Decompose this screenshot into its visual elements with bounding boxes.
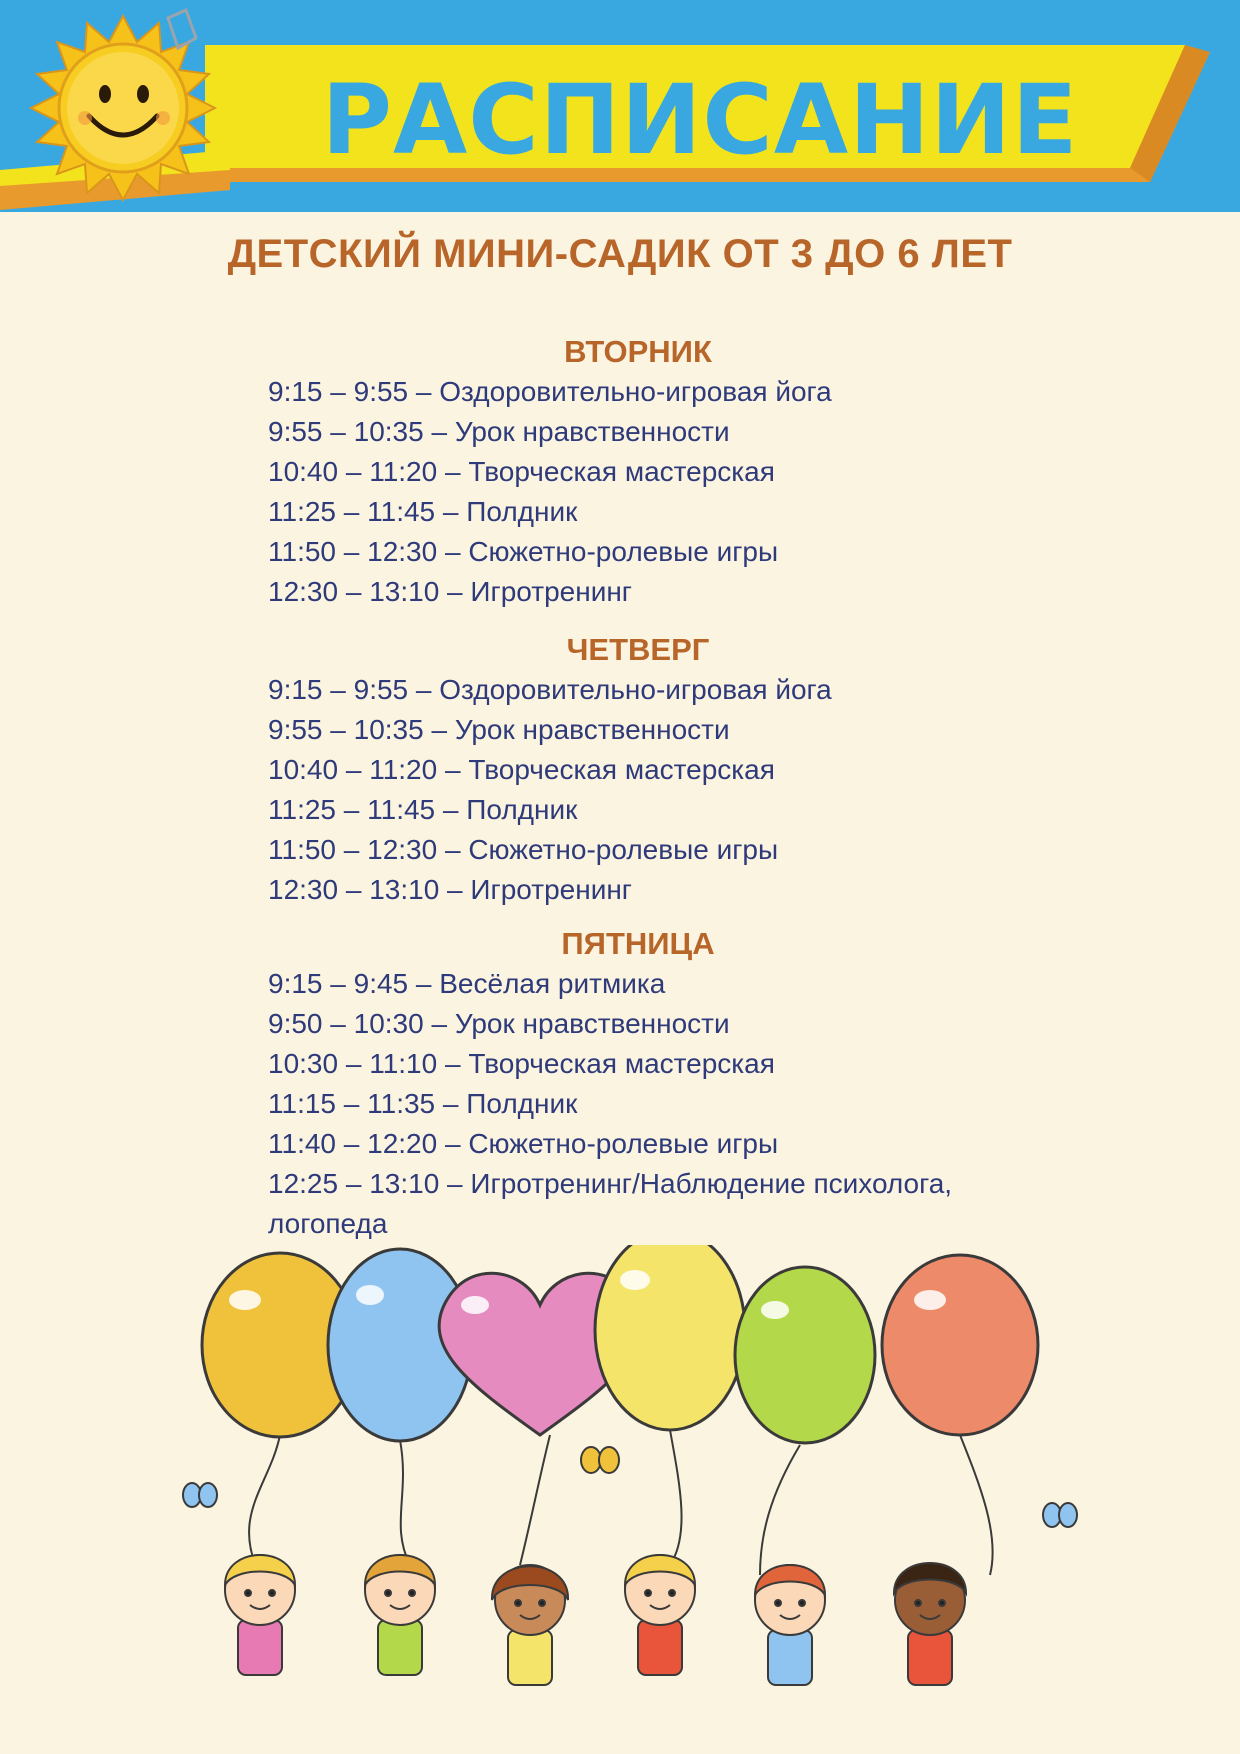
butterfly-icon	[183, 1483, 217, 1507]
schedule-row: 9:55 – 10:35 – Урок нравственности	[268, 714, 730, 745]
schedule-row: 10:40 – 11:20 – Творческая мастерская	[268, 754, 775, 785]
schedule-row: 11:40 – 12:20 – Сюжетно-ролевые игры	[268, 1128, 779, 1159]
schedule-row: 11:25 – 11:45 – Полдник	[268, 794, 578, 825]
child-figure	[894, 1563, 966, 1685]
schedule-row: 9:55 – 10:35 – Урок нравственности	[268, 416, 730, 447]
balloons-and-children-illustration	[170, 1245, 1110, 1725]
butterfly-icon	[581, 1447, 619, 1473]
day-title: ВТОРНИК	[564, 334, 712, 369]
schedule-row: 11:25 – 11:45 – Полдник	[268, 496, 578, 527]
child-figure	[492, 1565, 568, 1685]
page-subtitle: ДЕТСКИЙ МИНИ-САДИК ОТ 3 ДО 6 ЛЕТ	[227, 232, 1013, 276]
child-figure	[625, 1555, 695, 1675]
schedule-row: 11:50 – 12:30 – Сюжетно-ролевые игры	[268, 536, 779, 567]
smiling-sun-icon	[18, 8, 228, 208]
schedule-row: 11:15 – 11:35 – Полдник	[268, 1088, 578, 1119]
schedule-row: 9:15 – 9:55 – Оздоровительно-игровая йога	[268, 376, 832, 407]
schedule-row: 10:40 – 11:20 – Творческая мастерская	[268, 456, 775, 487]
coral-balloon	[882, 1255, 1038, 1435]
child-figure	[365, 1555, 435, 1675]
child-figure	[225, 1555, 295, 1675]
header-banner	[0, 0, 1240, 212]
schedule-row: 9:15 – 9:45 – Весёлая ритмика	[268, 968, 666, 999]
schedule-row: 12:30 – 13:10 – Игротренинг	[268, 874, 633, 905]
page-title: РАСПИСАНИЕ	[321, 64, 1079, 176]
day-title: ПЯТНИЦА	[561, 926, 715, 961]
light-yellow-balloon	[595, 1245, 745, 1430]
schedule-row: 11:50 – 12:30 – Сюжетно-ролевые игры	[268, 834, 779, 865]
butterfly-icon	[1043, 1503, 1077, 1527]
day-block-friday	[268, 924, 1088, 1244]
schedule-row: 9:50 – 10:30 – Урок нравственности	[268, 1008, 730, 1039]
schedule	[268, 332, 1088, 1262]
schedule-row: 12:25 – 13:10 – Игротренинг/Наблюдение психолога, логопеда	[268, 1168, 953, 1239]
schedule-row: 9:15 – 9:55 – Оздоровительно-игровая йога	[268, 674, 832, 705]
green-balloon	[735, 1267, 875, 1443]
child-figure	[755, 1565, 825, 1685]
schedule-row: 10:30 – 11:10 – Творческая мастерская	[268, 1048, 775, 1079]
day-block-tuesday	[268, 332, 1088, 612]
schedule-row: 12:30 – 13:10 – Игротренинг	[268, 576, 633, 607]
day-title: ЧЕТВЕРГ	[566, 632, 710, 667]
day-block-thursday	[268, 630, 1088, 910]
